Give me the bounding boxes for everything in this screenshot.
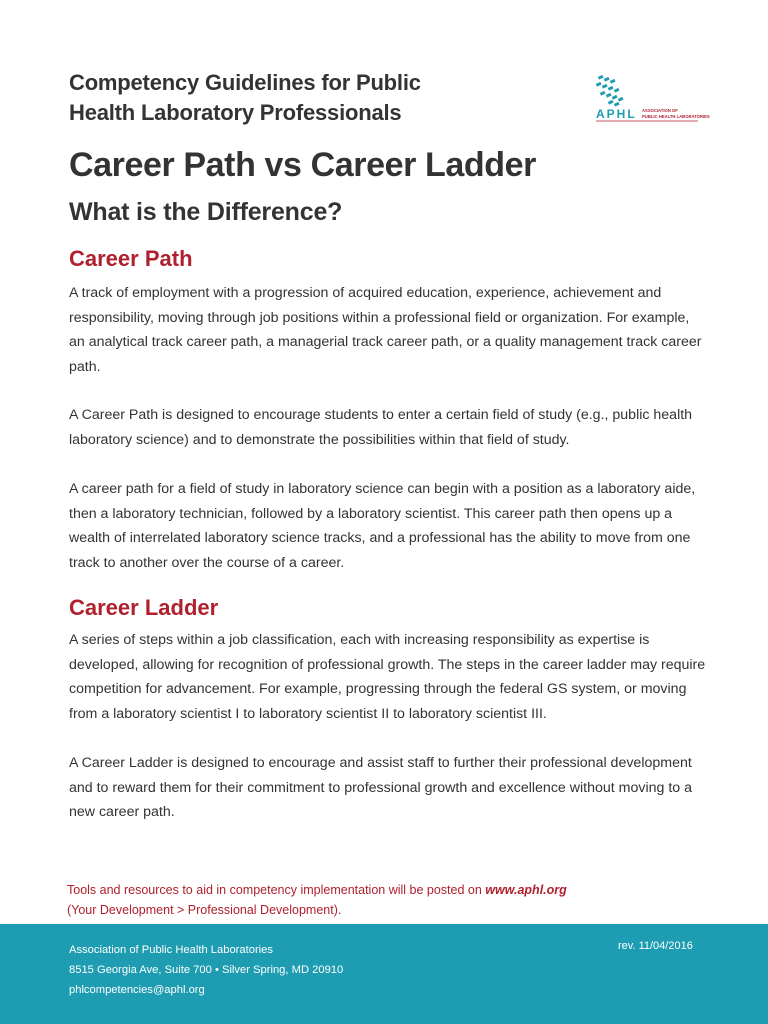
header-title [69,68,499,128]
aphl-logo [592,74,710,122]
logo-tagline-line2: PUBLIC HEALTH LABORATORIES [642,114,710,119]
section-heading-career-ladder: Career Ladder [69,595,219,620]
section-heading-career-path: Career Path [69,246,193,271]
revision-date: rev. 11/04/2016 [618,940,693,952]
tools-note-path: (Your Development > Professional Development). [67,903,342,917]
tools-note [67,880,707,920]
logo-wordmark: APHL [596,107,637,121]
page-subtitle: What is the Difference? [69,198,343,226]
header-title-line1: Competency Guidelines for Public [69,70,421,95]
career-path-definition: A track of employment with a progression of acquired education, experience, achievement and responsibility, moving through job positions within a professional field or organization. For example, an analytical track career path, a managerial track career path, or a quality management track career path. [69,285,702,375]
footer [0,924,768,1024]
footer-contact [69,940,343,1000]
header-title-line2: Health Laboratory Professionals [69,100,402,125]
tools-note-text: Tools and resources to aid in competency implementation will be posted on [67,883,486,897]
footer-email-link[interactable]: phlcompetencies@aphl.org [69,984,205,996]
career-path-example: A career path for a field of study in laboratory science can begin with a position as a laboratory aide, then a laboratory technician, followed by a laboratory scientist. This career path then opens up a wealth of interrelated laboratory science tracks, and a professional has the ability to move from one track to another over the course of a career. [69,481,696,571]
aphl-website-link[interactable]: www.aphl.org [485,883,567,897]
career-ladder-definition: A series of steps within a job classification, each with increasing responsibility as expertise is developed, allowing for recognition of professional growth. The steps in the career ladder may require competition for advancement. For example, progressing through the federal GS system, or moving from a laboratory scientist I to laboratory scientist II to laboratory scientist III. [69,632,706,722]
logo-tagline-line1: ASSOCIATION OF [642,108,678,113]
logo-mark-icon [596,75,624,107]
page-title: Career Path vs Career Ladder [69,146,536,184]
career-path-purpose: A Career Path is designed to encourage students to enter a certain field of study (e.g., public health laboratory science) and to demonstrate the possibilities within that field of study. [69,407,693,448]
footer-address: 8515 Georgia Ave, Suite 700 • Silver Spring, MD 20910 [69,964,344,976]
footer-org-name: Association of Public Health Laboratories [69,944,273,956]
career-ladder-purpose: A Career Ladder is designed to encourage and assist staff to further their professional development and to reward them for their commitment to professional growth and excellence without moving to a new career path. [69,755,692,821]
